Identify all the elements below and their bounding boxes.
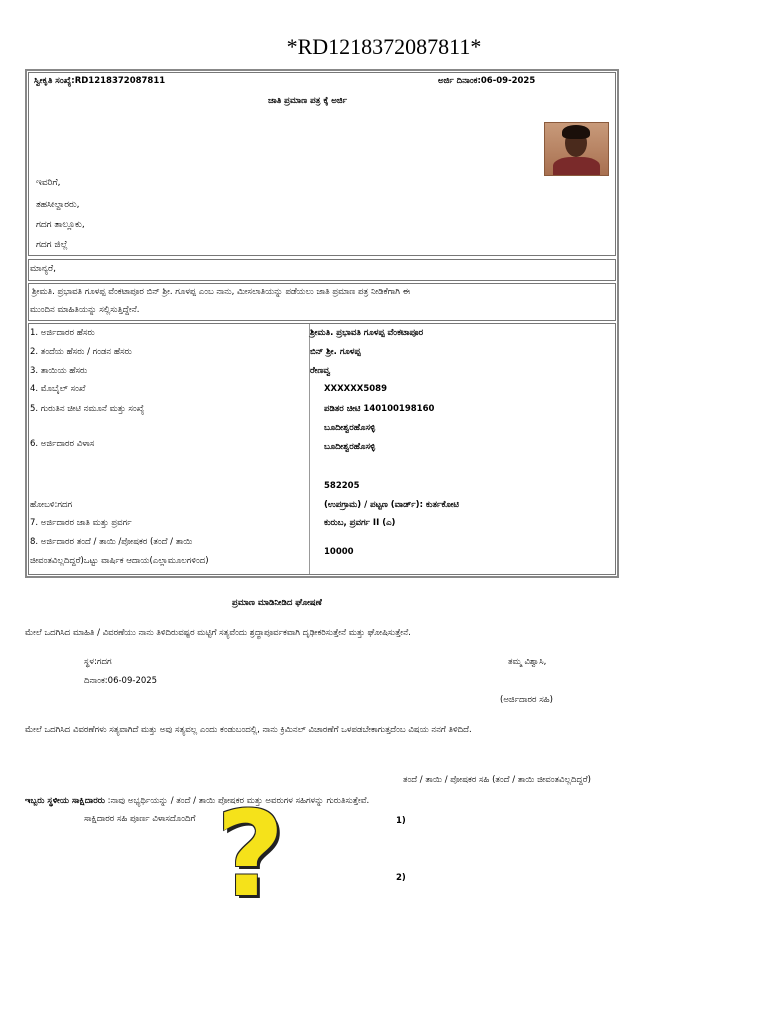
intro-line-2: ಮುಂದಿನ ಮಾಹಿತಿಯನ್ನು ಸಲ್ಲಿಸುತ್ತಿದ್ದೇನೆ. xyxy=(30,305,140,315)
witness-label: ಇಬ್ಬರು ಸ್ಥಳೀಯ ಸಾಕ್ಷಿದಾರರು xyxy=(25,796,105,806)
salutation: ಮಾನ್ಯರೆ, xyxy=(30,264,56,274)
barcode-text: *RD1218372087811* xyxy=(286,34,482,59)
witness-address-label: ಸಾಕ್ಷಿದಾರರ ಸಹಿ ಪೂರ್ಣ ವಿಳಾಸದೊಂದಿಗೆ xyxy=(84,814,196,824)
caste-label: 7. ಅರ್ಜಿದಾರರ ಜಾತಿ ಮತ್ತು ಪ್ರವರ್ಗ xyxy=(30,518,132,528)
applicant-photo xyxy=(544,122,609,176)
row-label-mobile: 4. ಮೊಬೈಲ್ ಸಂಖೆ xyxy=(30,384,86,394)
question-mark-icon: ? xyxy=(216,785,285,923)
parent-signature-label: ತಂದೆ / ತಾಯಿ / ಪೋಷಕರ ಸಹಿ (ತಂದೆ / ತಾಯಿ ಜೀವಂತವಿಲ್ಲದಿದ್ದರೆ) xyxy=(403,775,591,785)
income-label-1: 8. ಅರ್ಜಿದಾರರ ತಂದೆ / ತಾಯಿ /ಪೋಷಕರ (ತಂದೆ / ತಾಯಿ xyxy=(30,537,193,547)
row-label-id: 5. ಗುರುತಿನ ಚೀಟಿ ನಮೂನೆ ಮತ್ತು ಸಂಖ್ಯೆ xyxy=(30,404,145,414)
row-value-mother: ರೇಣವ್ವ xyxy=(310,366,331,376)
witness-1: 1) xyxy=(396,816,406,826)
to-line-3: ಗದಗ ತಾಲ್ಲೂಕು, xyxy=(36,220,85,230)
salutation-section xyxy=(28,259,616,281)
application-date: ಅರ್ಜಿ ದಿನಾಂಕ:06-09-2025 xyxy=(438,76,536,86)
ward-value: (ಉಪಗ್ರಾಮ) / ಪಟ್ಟಣ (ವಾರ್ಡ್): ಕುರ್ತಕೋಟಿ xyxy=(324,500,459,510)
row-label-name: 1. ಅರ್ಜಿದಾರರ ಹೆಸರು xyxy=(30,328,95,338)
row-value-mobile: XXXXXX5089 xyxy=(324,384,387,394)
row-value-father: ಬಿನ್ ಶ್ರೀ. ಗೂಳಪ್ಪ xyxy=(310,347,361,357)
applicant-signature-label: (ಅರ್ಜಿದಾರರ ಸಹಿ) xyxy=(500,695,553,705)
address-pincode: 582205 xyxy=(324,481,360,491)
witness-2: 2) xyxy=(396,873,406,883)
declaration-text-1: ಮೇಲೆ ಒದಗಿಸಿದ ಮಾಹಿತಿ / ವಿವರಣೆಯು ನಾನು ತಿಳಿದಿರುವಷ್ಟರ ಮಟ್ಟಿಗೆ ಸತ್ಯವೆಂದು ಶ್ರದ್ಧಾಪೂರ್ವಕವಾಗಿ ದೃಢೀಕರಿಸುತ್ತೇನೆ ಮತ್ತು ಘೋಷಿಸುತ್ತೇನೆ. xyxy=(25,628,411,638)
row-value-id: ಪಡಿತರ ಚೀಟಿ 140100198160 xyxy=(324,404,435,414)
intro-line-1: ಶ್ರೀಮತಿ. ಪ್ರಭಾವತಿ ಗೂಳಪ್ಪ ವೆಂಕಟಾಪೂರ ಬಿನ್ ಶ್ರೀ. ಗೂಳಪ್ಪ ಎಂಬ ನಾನು, ಮೀಸಲಾತಿಯನ್ನು ಪಡೆಯಲು ಜಾತಿ ಪ್ರಮಾಣ ಪತ್ರ ನೀಡಿಕೆಗಾಗಿ ಈ xyxy=(32,287,410,297)
address-line-2: ಬೂದೀಶ್ವರಹೊಸಳ್ಳಿ xyxy=(324,442,376,452)
to-line-1: ಇವರಿಗೆ, xyxy=(36,178,61,188)
address-label: 6. ಅರ್ಜಿದಾರರ ವಿಳಾಸ xyxy=(30,439,95,449)
address-line-top: ಬೂದೀಶ್ವರಹೊಸಳ್ಳಿ xyxy=(324,423,376,433)
table-column-divider xyxy=(309,324,310,574)
caste-value: ಕುರುಬ, ಪ್ರವರ್ಗ II (ಎ) xyxy=(324,518,396,528)
witness-statement xyxy=(25,796,369,806)
income-label-2: ಜೀವಂತವಿಲ್ಲದಿದ್ದರೆ)ಒಟ್ಟು ವಾರ್ಷಿಕ ಆದಾಯ(ಎಲ್ಲಾಮೂಲಗಳಿಂದ) xyxy=(30,556,209,566)
to-line-4: ಗದಗ ಜಿಲ್ಲೆ xyxy=(36,240,68,250)
declaration-date: ದಿನಾಂಕ:06-09-2025 xyxy=(84,676,158,686)
declaration-yours: ತಮ್ಮ ವಿಶ್ವಾಸಿ, xyxy=(508,657,547,667)
form-title: ಜಾತಿ ಪ್ರಮಾಣ ಪತ್ರ ಕ್ಕೆ ಅರ್ಜಿ xyxy=(268,96,347,106)
declaration-title: ಪ್ರಮಾಣ ಮಾಡಿನೀಡಿದ ಘೋಷಣೆ xyxy=(232,598,322,608)
row-label-father: 2. ತಂದೆಯ ಹೆಸರು / ಗಂಡನ ಹೆಸರು xyxy=(30,347,132,357)
hobli-label: ಹೋಬಳಿ:ಗದಗ xyxy=(30,500,73,510)
to-line-2: ತಹಸೀಲ್ದಾರರು, xyxy=(36,200,80,210)
acknowledgement-number: ಸ್ವೀಕೃತಿ ಸಂಖ್ಯೆ:RD1218372087811 xyxy=(34,76,166,86)
declaration-text-2: ಮೇಲೆ ಒದಗಿಸಿದ ವಿವರಣೆಗಳು ಸತ್ಯವಾಗಿದೆ ಮತ್ತು ಅವು ಸತ್ಯವಲ್ಲ ಎಂದು ಕಂಡುಬಂದಲ್ಲಿ, ನಾನು ಕ್ರಿಮಿನಲ್ ವಿಚಾರಣೆಗೆ ಒಳಪಡಬೇಕಾಗುತ್ತದೆಂಬ ವಿಷಯ ನನಗೆ ತಿಳಿದಿದೆ. xyxy=(25,725,472,735)
row-value-name: ಶ್ರೀಮತಿ. ಪ್ರಭಾವತಿ ಗೂಳಪ್ಪ ವೆಂಕಟಾಪೂರ xyxy=(310,328,424,338)
income-value: 10000 xyxy=(324,547,354,557)
declaration-place: ಸ್ಥಳ:ಗದಗ xyxy=(84,657,112,667)
row-label-mother: 3. ತಾಯಿಯ ಹೆಸರು xyxy=(30,366,88,376)
witness-text: :ನಾವು ಅಭ್ಯರ್ಥಿಯನ್ನು / ತಂದೆ / ತಾಯಿ ಪೋಷಕರ ಮತ್ತು ಅವರುಗಳ ಸಹಿಗಳನ್ನು ಗುರುತಿಸುತ್ತೇವೆ. xyxy=(104,796,370,806)
